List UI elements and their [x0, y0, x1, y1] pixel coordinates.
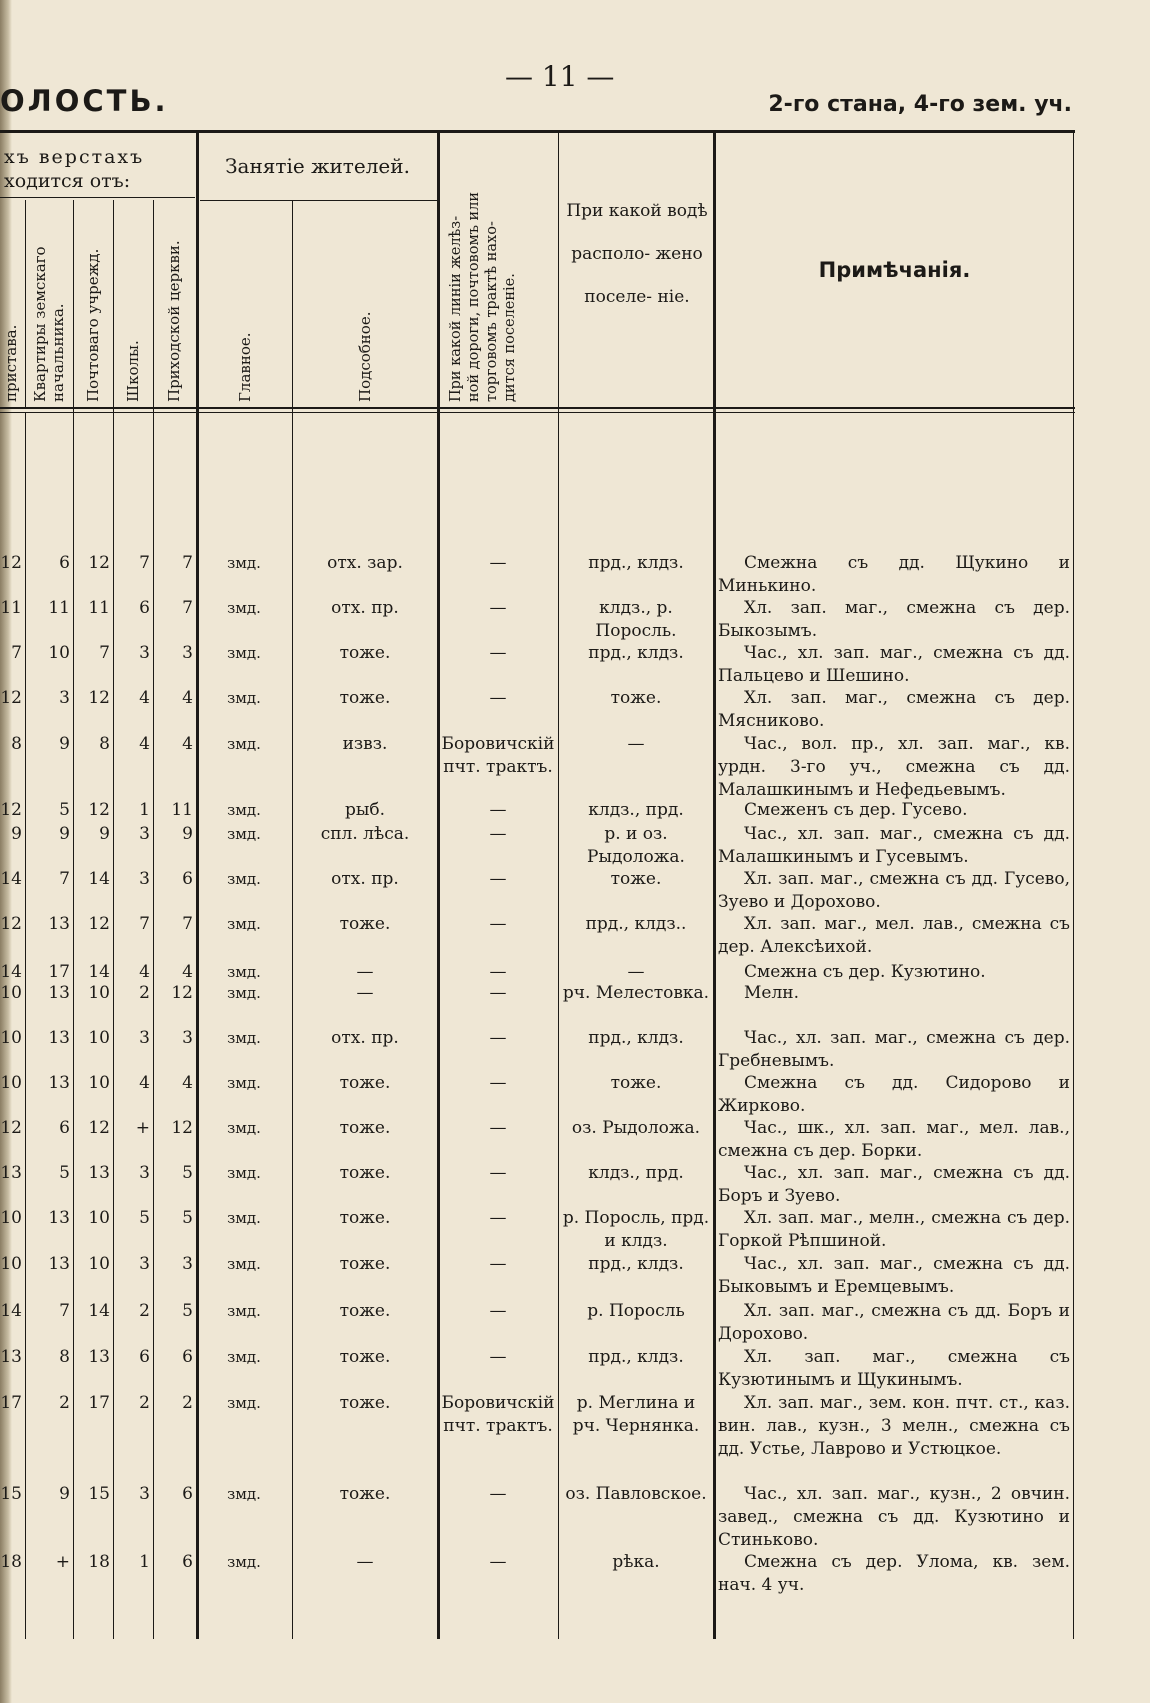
row-20-aux: тоже.: [339, 1393, 391, 1413]
row-22-post: 18: [88, 1552, 110, 1572]
row-4-note: Хл. зап. маг., смежна съ дер. Мясниково.: [718, 688, 1070, 731]
row-6-water: клдз., прд.: [588, 800, 684, 820]
row-19-post: 13: [88, 1347, 110, 1367]
row-2-stan: 11: [0, 598, 22, 618]
row-14-note: Час., шк., хл. зап. маг., мел. лав., смежна съ дер. Борки.: [718, 1118, 1070, 1161]
row-17-church: 3: [182, 1254, 193, 1274]
row-13-church: 4: [182, 1073, 193, 1093]
row-6-church: 11: [171, 800, 193, 820]
row-16-water: р. Поросль, прд. и клдз.: [562, 1208, 710, 1251]
row-15-note: Час., хл. зап. маг., смежна съ дд. Боръ и Зуево.: [718, 1163, 1070, 1206]
row-13-post: 10: [88, 1073, 110, 1093]
row-1-zem: 6: [59, 553, 70, 573]
row-6-aux: рыб.: [344, 800, 386, 820]
row-7-note: Час., хл. зап. маг., смежна съ дд. Малашкинымъ и Гусевымъ.: [718, 824, 1070, 867]
row-5-road: Боровичскій пчт. трактъ.: [441, 734, 555, 777]
row-21-note: Час., хл. зап. маг., кузн., 2 овчин. завед., смежна съ дд. Кузютино и Стиньково.: [718, 1484, 1070, 1550]
row-18-zem: 7: [59, 1301, 70, 1321]
row-12-note: Час., хл. зап. маг., смежна съ дер. Гребневымъ.: [718, 1028, 1070, 1071]
row-12-stan: 10: [0, 1028, 22, 1048]
row-2-main: змд.: [227, 599, 261, 617]
row-5-water: —: [627, 734, 645, 754]
row-10-post: 14: [88, 962, 110, 982]
row-8-water: тоже.: [610, 869, 662, 889]
row-15-stan: 13: [0, 1163, 22, 1183]
row-8-post: 14: [88, 869, 110, 889]
row-20-main: змд.: [227, 1394, 261, 1412]
row-10-stan: 14: [0, 962, 22, 982]
row-20-school: 2: [139, 1393, 150, 1413]
row-22-aux: —: [356, 1552, 374, 1572]
row-5-church: 4: [182, 734, 193, 754]
row-3-main: змд.: [227, 644, 261, 662]
occupation-group-underline: [200, 200, 438, 201]
row-13-water: тоже.: [610, 1073, 662, 1093]
row-1-stan: 12: [0, 553, 22, 573]
row-13-school: 4: [139, 1073, 150, 1093]
row-13-aux: тоже.: [339, 1073, 391, 1093]
row-18-stan: 14: [0, 1301, 22, 1321]
row-19-zem: 8: [59, 1347, 70, 1367]
row-1-road: —: [489, 553, 507, 573]
row-5-aux: извз.: [342, 734, 388, 754]
row-21-aux: тоже.: [339, 1484, 391, 1504]
row-11-zem: 13: [48, 983, 70, 1003]
col-line-1b: [25, 413, 26, 1639]
row-2-note: Хл. зап. маг., смежна съ дер. Быкозымъ.: [718, 598, 1070, 641]
row-14-post: 12: [88, 1118, 110, 1138]
row-8-stan: 14: [0, 869, 22, 889]
header-bottom-rule-1: [0, 407, 1075, 409]
row-15-water: клдз., прд.: [588, 1163, 684, 1183]
row-18-main: змд.: [227, 1302, 261, 1320]
row-11-post: 10: [88, 983, 110, 1003]
row-5-main: змд.: [227, 735, 261, 753]
row-14-main: змд.: [227, 1119, 261, 1137]
row-22-stan: 18: [0, 1552, 22, 1572]
col-line-10: [1073, 130, 1074, 1639]
row-7-post: 9: [99, 824, 110, 844]
row-12-school: 3: [139, 1028, 150, 1048]
row-16-zem: 13: [48, 1208, 70, 1228]
row-21-main: змд.: [227, 1485, 261, 1503]
row-10-note: Смежна съ дер. Кузютино.: [744, 962, 986, 982]
row-3-note: Час., хл. зап. маг., смежна съ дд. Пальцево и Шешино.: [718, 643, 1070, 686]
row-16-church: 5: [182, 1208, 193, 1228]
row-17-note: Час., хл. зап. маг., смежна съ дд. Быковымъ и Еремцевымъ.: [718, 1254, 1070, 1297]
header-volost-title: ОЛОСТЬ.: [0, 84, 169, 118]
row-22-zem: +: [55, 1552, 70, 1572]
row-5-post: 8: [99, 734, 110, 754]
row-16-post: 10: [88, 1208, 110, 1228]
row-10-church: 4: [182, 962, 193, 982]
row-17-zem: 13: [48, 1254, 70, 1274]
stan-header: пристава.: [2, 324, 20, 402]
row-1-post: 12: [88, 553, 110, 573]
row-8-school: 3: [139, 869, 150, 889]
row-16-school: 5: [139, 1208, 150, 1228]
distance-group-line-1: хъ верстахъ: [4, 146, 145, 168]
row-13-main: змд.: [227, 1074, 261, 1092]
row-14-aux: тоже.: [339, 1118, 391, 1138]
row-1-water: прд., клдз.: [588, 553, 684, 573]
row-7-road: —: [489, 824, 507, 844]
row-3-school: 3: [139, 643, 150, 663]
row-19-church: 6: [182, 1347, 193, 1367]
row-13-stan: 10: [0, 1073, 22, 1093]
distance-group-header: [0, 145, 196, 193]
row-6-stan: 12: [0, 800, 22, 820]
row-10-main: змд.: [227, 963, 261, 981]
row-15-post: 13: [88, 1163, 110, 1183]
row-6-main: змд.: [227, 801, 261, 819]
row-16-main: змд.: [227, 1209, 261, 1227]
main-occ-header: Главное.: [236, 332, 254, 402]
row-13-zem: 13: [48, 1073, 70, 1093]
page-number: — 11 —: [505, 60, 615, 93]
row-13-note: Смежна съ дд. Сидорово и Жирково.: [718, 1073, 1070, 1116]
row-18-church: 5: [182, 1301, 193, 1321]
row-3-zem: 10: [48, 643, 70, 663]
row-19-road: —: [489, 1347, 507, 1367]
row-11-aux: —: [356, 983, 374, 1003]
row-5-school: 4: [139, 734, 150, 754]
row-18-road: —: [489, 1301, 507, 1321]
row-12-water: прд., клдз.: [588, 1028, 684, 1048]
row-1-main: змд.: [227, 554, 261, 572]
row-7-zem: 9: [59, 824, 70, 844]
col-line-9: [713, 130, 716, 1639]
row-2-water: клдз., р. Поросль.: [595, 598, 677, 641]
row-9-post: 12: [88, 914, 110, 934]
row-1-aux: отх. зар.: [327, 553, 403, 573]
table-top-rule: [0, 130, 1075, 133]
row-5-stan: 8: [11, 734, 22, 754]
row-11-stan: 10: [0, 983, 22, 1003]
row-14-road: —: [489, 1118, 507, 1138]
row-18-water: р. Поросль: [587, 1301, 685, 1321]
post-header: Почтоваго учрежд.: [84, 248, 102, 402]
row-4-water: тоже.: [610, 688, 662, 708]
row-20-post: 17: [88, 1393, 110, 1413]
row-11-school: 2: [139, 983, 150, 1003]
row-4-zem: 3: [59, 688, 70, 708]
row-9-aux: тоже.: [339, 914, 391, 934]
row-2-aux: отх. пр.: [331, 598, 399, 618]
row-12-main: змд.: [227, 1029, 261, 1047]
row-6-note: Смеженъ съ дер. Гусево.: [744, 800, 968, 820]
row-7-aux: спл. лѣса.: [320, 824, 410, 844]
row-22-school: 1: [139, 1552, 150, 1572]
row-19-school: 6: [139, 1347, 150, 1367]
row-6-road: —: [489, 800, 507, 820]
row-17-road: —: [489, 1254, 507, 1274]
row-20-water: р. Меглина и рч. Чернянка.: [572, 1393, 700, 1436]
distance-group-underline: [0, 197, 195, 198]
occupation-group-header: Занятіе жителей.: [225, 154, 410, 178]
zemsky-header: Квартиры земскаго начальника.: [31, 246, 67, 402]
row-12-zem: 13: [48, 1028, 70, 1048]
row-1-note: Смежна съ дд. Щукино и Минькино.: [718, 553, 1070, 596]
school-header: Школы.: [124, 340, 142, 402]
row-9-zem: 13: [48, 914, 70, 934]
row-3-church: 3: [182, 643, 193, 663]
row-8-note: Хл. зап. маг., смежна съ дд. Гусево, Зуево и Дорохово.: [718, 869, 1070, 912]
row-22-water: рѣка.: [612, 1552, 660, 1572]
row-18-school: 2: [139, 1301, 150, 1321]
row-16-road: —: [489, 1208, 507, 1228]
row-15-road: —: [489, 1163, 507, 1183]
row-8-zem: 7: [59, 869, 70, 889]
col-line-6: [292, 200, 293, 1639]
row-16-stan: 10: [0, 1208, 22, 1228]
row-22-note: Смежна съ дер. Улома, кв. зем. нач. 4 уч.: [718, 1552, 1070, 1595]
row-7-water: р. и оз. Рыдоложа.: [587, 824, 685, 867]
notes-header: Примѣчанія.: [818, 258, 971, 282]
row-3-water: прд., клдз.: [588, 643, 684, 663]
row-2-road: —: [489, 598, 507, 618]
row-11-church: 12: [171, 983, 193, 1003]
row-19-stan: 13: [0, 1347, 22, 1367]
row-14-zem: 6: [59, 1118, 70, 1138]
distance-group-line-2: ходится отъ:: [4, 170, 131, 192]
row-2-post: 11: [88, 598, 110, 618]
row-19-aux: тоже.: [339, 1347, 391, 1367]
row-9-water: прд., клдз..: [585, 914, 687, 934]
row-22-main: змд.: [227, 1553, 261, 1571]
row-9-note: Хл. зап. маг., мел. лав., смежна съ дер. Алексѣихой.: [718, 914, 1070, 957]
row-15-church: 5: [182, 1163, 193, 1183]
row-20-stan: 17: [0, 1393, 22, 1413]
row-21-church: 6: [182, 1484, 193, 1504]
row-11-road: —: [489, 983, 507, 1003]
row-15-main: змд.: [227, 1164, 261, 1182]
row-4-aux: тоже.: [339, 688, 391, 708]
row-20-road: Боровичскій пчт. трактъ.: [441, 1393, 555, 1436]
row-14-church: 12: [171, 1118, 193, 1138]
water-header: При какой водѣ располо- жено поселе- ніе.: [566, 201, 708, 307]
col-line-8: [558, 130, 559, 1639]
row-17-aux: тоже.: [339, 1254, 391, 1274]
row-20-zem: 2: [59, 1393, 70, 1413]
row-17-school: 3: [139, 1254, 150, 1274]
row-3-aux: тоже.: [339, 643, 391, 663]
row-4-main: змд.: [227, 689, 261, 707]
row-1-school: 7: [139, 553, 150, 573]
aux-occ-header: Подсобное.: [356, 311, 374, 402]
row-21-road: —: [489, 1484, 507, 1504]
row-21-school: 3: [139, 1484, 150, 1504]
row-20-note: Хл. зап. маг., зем. кон. пчт. ст., каз. вин. лав., кузн., 3 мелн., смежна съ дд. Устье, Лаврово и Устюцкое.: [718, 1393, 1070, 1459]
row-19-note: Хл. зап. маг., смежна съ Кузютинымъ и Щукинымъ.: [718, 1347, 1070, 1390]
row-16-aux: тоже.: [339, 1208, 391, 1228]
row-10-school: 4: [139, 962, 150, 982]
row-8-road: —: [489, 869, 507, 889]
row-20-church: 2: [182, 1393, 193, 1413]
row-12-church: 3: [182, 1028, 193, 1048]
row-17-stan: 10: [0, 1254, 22, 1274]
row-14-stan: 12: [0, 1118, 22, 1138]
page-edge-shadow: [0, 0, 12, 1703]
row-16-note: Хл. зап. маг., мелн., смежна съ дер. Горкой Рѣпшиной.: [718, 1208, 1070, 1251]
row-8-aux: отх. пр.: [331, 869, 399, 889]
row-7-main: змд.: [227, 825, 261, 843]
col-line-4: [153, 200, 154, 1639]
row-10-aux: —: [356, 962, 374, 982]
row-21-zem: 9: [59, 1484, 70, 1504]
row-8-main: змд.: [227, 870, 261, 888]
row-12-road: —: [489, 1028, 507, 1048]
row-11-note: Мелн.: [744, 983, 800, 1003]
row-2-church: 7: [182, 598, 193, 618]
row-3-road: —: [489, 643, 507, 663]
col-line-3: [113, 200, 114, 1639]
row-18-post: 14: [88, 1301, 110, 1321]
row-19-main: змд.: [227, 1348, 261, 1366]
header-stan-title: 2-го стана, 4-го зем. уч.: [768, 92, 1072, 117]
row-17-water: прд., клдз.: [588, 1254, 684, 1274]
row-22-church: 6: [182, 1552, 193, 1572]
row-4-church: 4: [182, 688, 193, 708]
row-9-church: 7: [182, 914, 193, 934]
row-11-water: рч. Мелестовка.: [562, 983, 710, 1003]
col-line-2: [73, 200, 74, 1639]
row-22-road: —: [489, 1552, 507, 1572]
church-header: Приходской церкви.: [165, 240, 183, 402]
row-10-zem: 17: [48, 962, 70, 982]
row-7-school: 3: [139, 824, 150, 844]
row-21-water: оз. Павловское.: [565, 1484, 707, 1504]
row-18-note: Хл. зап. маг., смежна съ дд. Боръ и Дорохово.: [718, 1301, 1070, 1344]
row-15-school: 3: [139, 1163, 150, 1183]
row-9-school: 7: [139, 914, 150, 934]
row-7-stan: 9: [11, 824, 22, 844]
row-9-stan: 12: [0, 914, 22, 934]
row-15-aux: тоже.: [339, 1163, 391, 1183]
row-6-school: 1: [139, 800, 150, 820]
row-7-church: 9: [182, 824, 193, 844]
header-bottom-rule-2: [0, 412, 1075, 413]
row-12-aux: отх. пр.: [331, 1028, 399, 1048]
row-3-post: 7: [99, 643, 110, 663]
row-6-post: 12: [88, 800, 110, 820]
row-9-road: —: [489, 914, 507, 934]
row-5-zem: 9: [59, 734, 70, 754]
row-19-water: прд., клдз.: [588, 1347, 684, 1367]
row-2-school: 6: [139, 598, 150, 618]
row-21-post: 15: [88, 1484, 110, 1504]
row-6-zem: 5: [59, 800, 70, 820]
row-4-school: 4: [139, 688, 150, 708]
row-12-post: 10: [88, 1028, 110, 1048]
row-10-water: —: [627, 962, 645, 982]
row-5-note: Час., вол. пр., хл. зап. маг., кв. урдн. 3-го уч., смежна съ дд. Малашкинымъ и Нефедьевымъ.: [718, 734, 1070, 800]
row-9-main: змд.: [227, 915, 261, 933]
row-2-zem: 11: [48, 598, 70, 618]
row-13-road: —: [489, 1073, 507, 1093]
row-14-water: оз. Рыдоложа.: [571, 1118, 701, 1138]
row-11-main: змд.: [227, 984, 261, 1002]
row-18-aux: тоже.: [339, 1301, 391, 1321]
row-15-zem: 5: [59, 1163, 70, 1183]
row-17-main: змд.: [227, 1255, 261, 1273]
row-4-post: 12: [88, 688, 110, 708]
row-14-school: +: [135, 1118, 150, 1138]
row-4-stan: 12: [0, 688, 22, 708]
row-8-church: 6: [182, 869, 193, 889]
row-10-road: —: [489, 962, 507, 982]
col-line-1: [25, 200, 26, 408]
row-17-post: 10: [88, 1254, 110, 1274]
row-4-road: —: [489, 688, 507, 708]
road-header: При какой линіи желѣз- ной дороги, почтовомъ или торговомъ трактѣ нахо- дится поселеніе.: [448, 191, 518, 402]
row-3-stan: 7: [11, 643, 22, 663]
row-1-church: 7: [182, 553, 193, 573]
row-21-stan: 15: [0, 1484, 22, 1504]
